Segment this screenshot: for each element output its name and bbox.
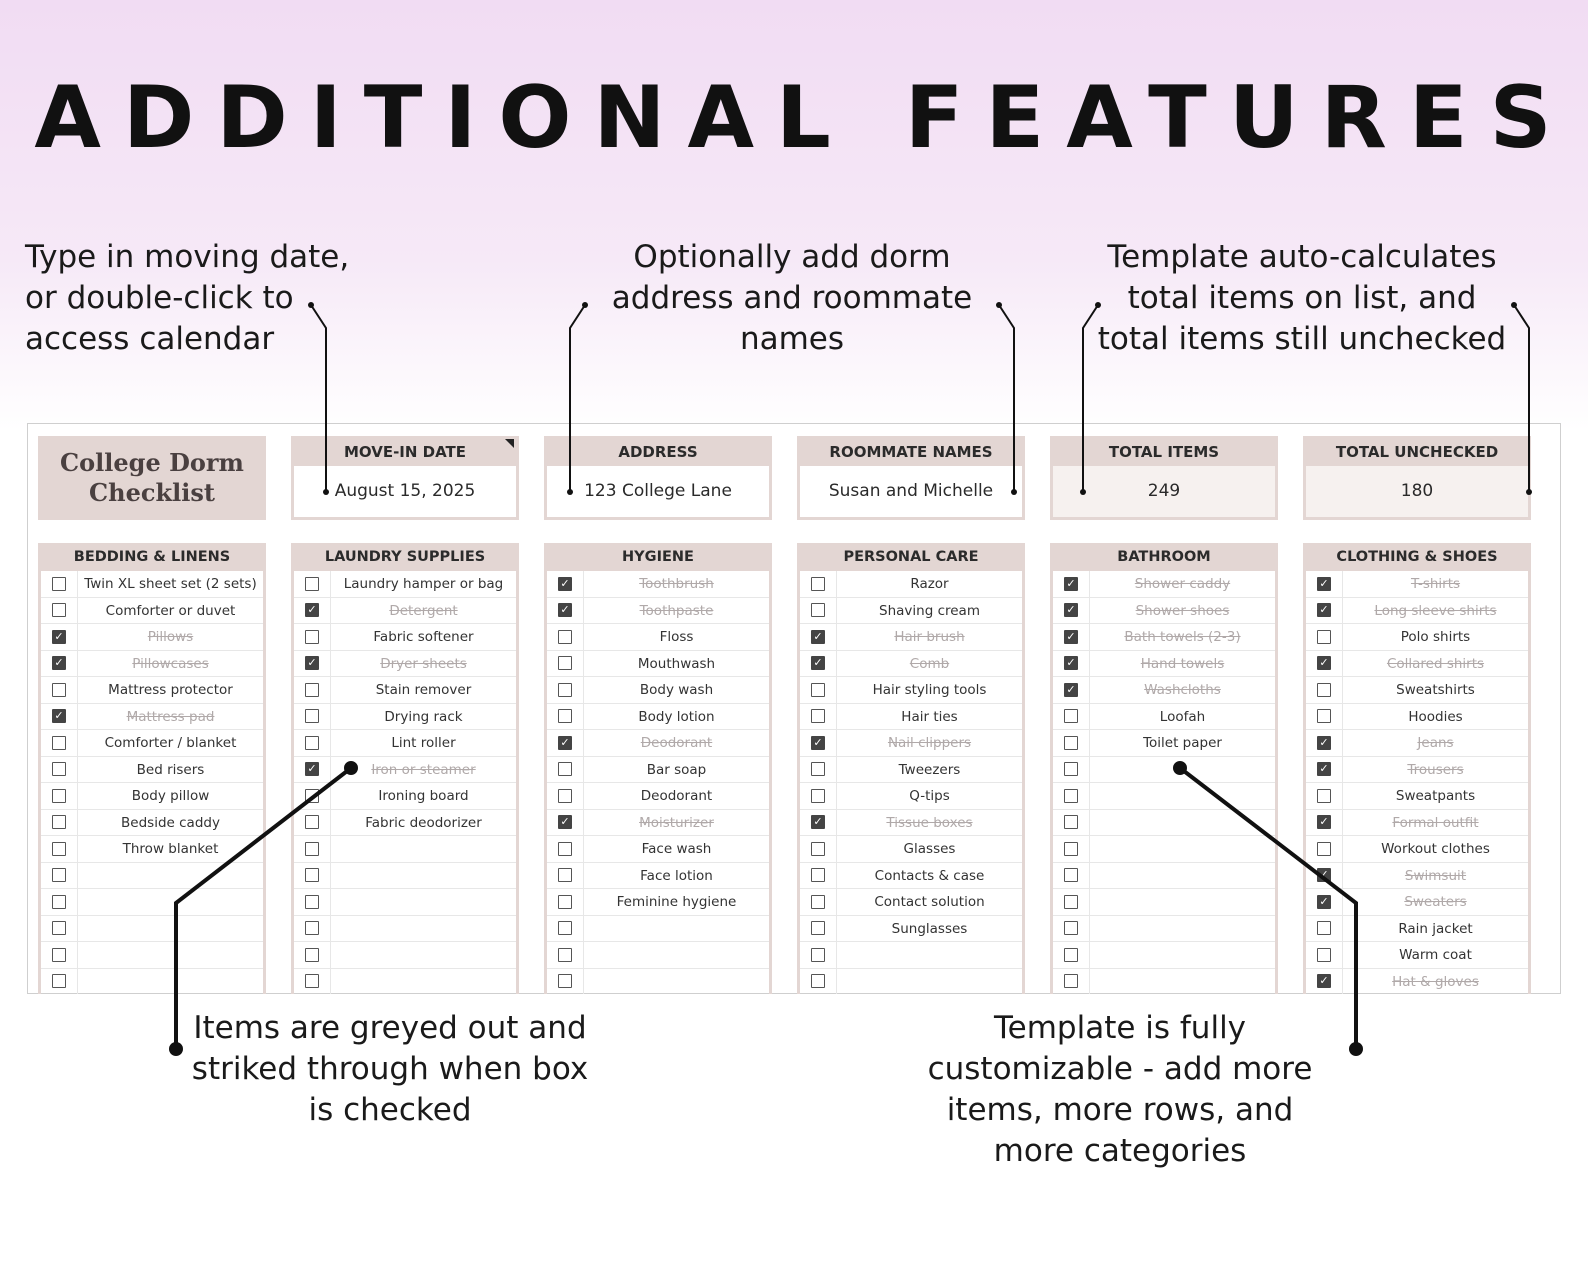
checkmark-icon: ✓	[307, 656, 317, 670]
item-label[interactable]: Deodorant	[640, 735, 713, 751]
item-label[interactable]: Dryer sheets	[380, 655, 467, 672]
connector-line	[570, 305, 585, 492]
item-label[interactable]: Bed risers	[136, 761, 205, 778]
item-label[interactable]: Swimsuit	[1404, 867, 1467, 884]
item-label[interactable]: Hair ties	[901, 708, 958, 725]
category-title: BATHROOM	[1053, 543, 1275, 571]
connector-dot	[323, 489, 329, 495]
checkmark-icon: ✓	[1066, 576, 1076, 590]
item-label[interactable]: Contact solution	[874, 894, 985, 910]
item-label[interactable]: Mattress pad	[126, 708, 215, 725]
page-headline: ADDITIONAL FEATURES	[34, 68, 1574, 168]
callout-line: total items on list, and	[1127, 280, 1477, 316]
item-label[interactable]: Hair brush	[894, 629, 965, 645]
checkmark-icon: ✓	[1319, 815, 1329, 829]
connector-line	[1083, 305, 1098, 492]
category-title: BEDDING & LINENS	[41, 543, 263, 571]
item-label[interactable]: Shower caddy	[1134, 576, 1231, 592]
category-title: PERSONAL CARE	[800, 543, 1022, 571]
callout-line: names	[739, 321, 845, 357]
move-in-date-label: MOVE-IN DATE	[294, 439, 516, 466]
item-label[interactable]: Shaving cream	[879, 602, 980, 619]
connector-line	[311, 305, 326, 492]
item-label[interactable]: Toothpaste	[639, 602, 714, 619]
connector-line	[999, 305, 1014, 492]
address-label: ADDRESS	[547, 439, 769, 466]
sheet-title-line: Checklist	[89, 478, 215, 507]
item-label[interactable]: Shower shoes	[1135, 602, 1230, 619]
checkmark-icon: ✓	[307, 603, 317, 617]
item-label[interactable]: Sunglasses	[891, 920, 968, 937]
connector-line	[176, 768, 351, 1049]
item-label[interactable]: Stain remover	[375, 682, 472, 698]
connector-dot	[1511, 302, 1517, 308]
checkmark-icon: ✓	[813, 735, 823, 749]
item-label[interactable]: Tweezers	[898, 761, 961, 778]
item-label[interactable]: Hoodies	[1408, 708, 1463, 725]
item-label[interactable]: Lint roller	[391, 735, 456, 751]
checkmark-icon: ✓	[1319, 576, 1329, 590]
sheet-title-line: College Dorm	[60, 448, 244, 477]
category-title: LAUNDRY SUPPLIES	[294, 543, 516, 571]
item-label[interactable]: Feminine hygiene	[616, 894, 737, 910]
callout-line: Items are greyed out and	[193, 1010, 587, 1046]
callout-line: total items still unchecked	[1097, 321, 1507, 357]
item-label[interactable]: Loofah	[1159, 708, 1206, 725]
checkmark-icon: ✓	[54, 656, 64, 670]
item-label[interactable]: Moisturizer	[639, 814, 714, 831]
item-label[interactable]: Warm coat	[1399, 947, 1472, 963]
item-label[interactable]: Body lotion	[638, 708, 715, 725]
connector-line	[1180, 768, 1356, 1049]
checkmark-icon: ✓	[54, 709, 64, 723]
roommate-names-label: ROOMMATE NAMES	[800, 439, 1022, 466]
item-label[interactable]: Face wash	[641, 841, 712, 857]
item-label[interactable]: Formal outfit	[1392, 814, 1479, 831]
callout-line: striked through when box	[191, 1051, 589, 1087]
callout-line: Template is fully	[993, 1010, 1247, 1046]
total-items-value: 249	[1053, 466, 1275, 517]
item-label[interactable]: Throw blanket	[122, 841, 219, 857]
connector-dot	[169, 1042, 183, 1056]
item-label[interactable]: Pillowcases	[132, 655, 209, 672]
checkmark-icon: ✓	[1066, 603, 1076, 617]
item-label[interactable]: Fabric deodorizer	[365, 814, 482, 831]
callout-line: or double-click to	[25, 280, 294, 316]
item-label[interactable]: Fabric softener	[373, 629, 474, 645]
item-label[interactable]: Iron or steamer	[371, 761, 476, 778]
item-label[interactable]: Bar soap	[646, 761, 707, 778]
connector-dot	[344, 761, 358, 775]
total-unchecked-value: 180	[1306, 466, 1528, 517]
item-label[interactable]: Body pillow	[131, 788, 210, 804]
item-label[interactable]: Bedside caddy	[121, 814, 220, 831]
connector-dot	[582, 302, 588, 308]
item-label[interactable]: Jeans	[1417, 735, 1454, 751]
item-label[interactable]: Q-tips	[909, 788, 950, 804]
callout-line: more categories	[993, 1133, 1247, 1169]
callout-line: access calendar	[25, 321, 275, 357]
item-label[interactable]: Toothbrush	[639, 576, 714, 592]
item-label[interactable]: Comforter or duvet	[105, 602, 236, 619]
connector-dot	[567, 489, 573, 495]
move-in-date-input[interactable]: August 15, 2025	[334, 481, 476, 501]
checkmark-icon: ✓	[1319, 894, 1329, 908]
item-label[interactable]: Floss	[659, 629, 694, 645]
checkmark-icon: ✓	[307, 762, 317, 776]
item-label[interactable]: Trousers	[1407, 761, 1464, 778]
connector-dot	[1526, 489, 1532, 495]
item-label[interactable]: Sweaters	[1404, 894, 1467, 910]
item-label[interactable]: Hat & gloves	[1392, 973, 1479, 990]
total-items-label: TOTAL ITEMS	[1053, 439, 1275, 466]
checkmark-icon: ✓	[1066, 656, 1076, 670]
item-label[interactable]: Twin XL sheet set (2 sets)	[84, 576, 257, 592]
item-label[interactable]: Washcloths	[1144, 682, 1221, 698]
category-title: HYGIENE	[547, 543, 769, 571]
checkmark-icon: ✓	[560, 576, 570, 590]
connector-dot	[1173, 761, 1187, 775]
item-label[interactable]: Toilet paper	[1143, 735, 1222, 751]
connector-line	[1514, 305, 1529, 492]
checkmark-icon: ✓	[1066, 682, 1076, 696]
item-label[interactable]: Nail clippers	[887, 735, 972, 751]
item-label[interactable]: Mouthwash	[637, 655, 716, 672]
checkmark-icon: ✓	[813, 815, 823, 829]
callout-line: Template auto-calculates	[1107, 239, 1497, 275]
checkmark-icon: ✓	[560, 735, 570, 749]
item-label[interactable]: Pillows	[147, 629, 194, 645]
item-label[interactable]: Razor	[910, 576, 949, 592]
item-label[interactable]: Rain jacket	[1398, 920, 1473, 937]
checkmark-icon: ✓	[813, 656, 823, 670]
item-label[interactable]: Hand towels	[1140, 655, 1225, 672]
item-label[interactable]: Mattress protector	[108, 682, 233, 698]
total-unchecked-label: TOTAL UNCHECKED	[1306, 439, 1528, 466]
checkmark-icon: ✓	[560, 815, 570, 829]
callout-line: items, more rows, and	[946, 1092, 1294, 1128]
item-label[interactable]: Sweatpants	[1395, 788, 1476, 804]
item-label[interactable]: Tissue boxes	[886, 814, 973, 831]
connector-dot	[308, 302, 314, 308]
checkmark-icon: ✓	[560, 603, 570, 617]
checkmark-icon: ✓	[1319, 656, 1329, 670]
category-title: CLOTHING & SHOES	[1306, 543, 1528, 571]
item-label[interactable]: Glasses	[903, 841, 956, 857]
callout-line: address and roommate	[611, 280, 973, 316]
checkmark-icon: ✓	[1319, 603, 1329, 617]
connector-dot	[1080, 489, 1086, 495]
item-label[interactable]: Hair styling tools	[872, 682, 987, 698]
checkmark-icon: ✓	[1319, 868, 1329, 882]
item-label[interactable]: Polo shirts	[1400, 629, 1471, 645]
checkmark-icon: ✓	[54, 629, 64, 643]
item-label[interactable]: Face lotion	[640, 867, 713, 884]
item-label[interactable]: Workout clothes	[1381, 841, 1490, 857]
item-label[interactable]: Detergent	[389, 602, 458, 619]
callout-line: is checked	[308, 1092, 472, 1128]
item-label[interactable]: Comforter / blanket	[104, 735, 237, 751]
connector-dot	[996, 302, 1002, 308]
item-label[interactable]: Long sleeve shirts	[1374, 602, 1497, 619]
callout-line: Optionally add dorm	[633, 239, 951, 275]
address-input[interactable]: 123 College Lane	[584, 481, 732, 501]
connector-dot	[1095, 302, 1101, 308]
item-label[interactable]: T-shirts	[1410, 576, 1461, 592]
checkmark-icon: ✓	[1319, 762, 1329, 776]
checkmark-icon: ✓	[1066, 629, 1076, 643]
item-label[interactable]: Ironing board	[378, 788, 469, 804]
item-label[interactable]: Laundry hamper or bag	[343, 576, 504, 592]
callout-line: Type in moving date,	[25, 239, 350, 275]
item-label[interactable]: Body wash	[639, 682, 714, 698]
item-label[interactable]: Contacts & case	[874, 867, 985, 884]
connector-dot	[1349, 1042, 1363, 1056]
roommate-names-input[interactable]: Susan and Michelle	[828, 481, 994, 501]
checkmark-icon: ✓	[1319, 974, 1329, 988]
connector-dot	[1011, 489, 1017, 495]
item-label[interactable]: Deodorant	[640, 788, 713, 804]
item-label[interactable]: Bath towels (2-3)	[1124, 629, 1241, 645]
checkmark-icon: ✓	[1319, 735, 1329, 749]
item-label[interactable]: Drying rack	[384, 708, 463, 725]
item-label[interactable]: Sweatshirts	[1396, 682, 1475, 698]
callout-line: customizable - add more	[927, 1051, 1313, 1087]
item-label[interactable]: Collared shirts	[1386, 655, 1485, 672]
checkmark-icon: ✓	[813, 629, 823, 643]
item-label[interactable]: Comb	[909, 655, 950, 672]
